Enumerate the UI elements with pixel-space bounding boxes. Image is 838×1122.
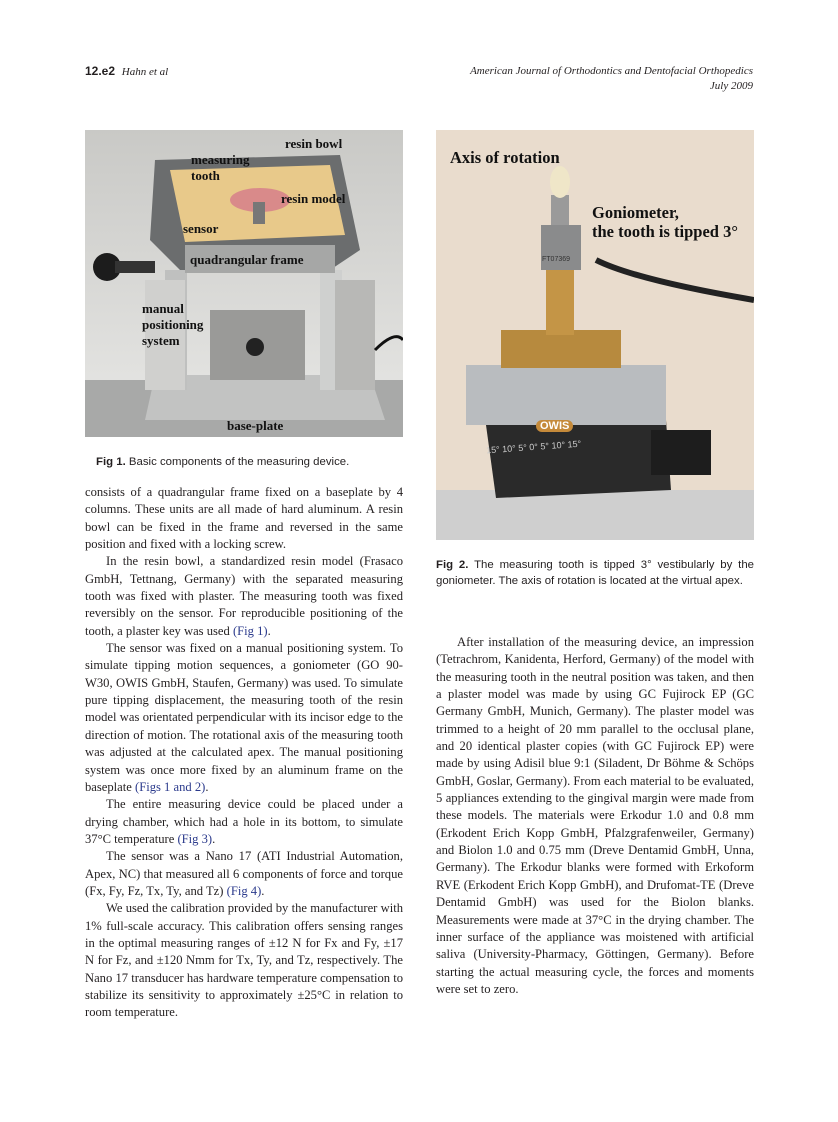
- issue-date: July 2009: [709, 80, 753, 92]
- figure-2-photo: [436, 130, 754, 540]
- figure-1-caption: [96, 455, 396, 471]
- paragraph: We used the calibration provided by the manufacturer with 1% full-scale accuracy. This calibration offers sensing ranges in the optimal measuring ranges of ±12 N for Fx and Fy, ±17 N for Fz, and ±120 Nmm for Tx, Ty, and Tz, respectively. The Nano 17 transducer has hardware temperature compensation to stabilize its sensitivity to approximately ±25°C in relation to room temperature.: [85, 901, 403, 1020]
- paragraph: In the resin bowl, a standardized resin model (Frasaco GmbH, Tettnang, Germany) with the separated measuring tooth was fixed with plaster. The measuring tooth was fixed reversibly on the sensor. For reproducible positioning of the tooth, a plaster key was used (Fig 1).: [85, 554, 403, 638]
- paragraph: consists of a quadrangular frame fixed on a baseplate by 4 columns. These units are all made of hard aluminum. A resin bowl can be fixed in the frame and reversed in the same position and fixed with a locking screw.: [85, 485, 403, 552]
- owis-logo: OWIS: [536, 420, 573, 432]
- figure-1-photo: [85, 130, 403, 437]
- label-quadrangular-frame: quadrangular frame: [190, 252, 304, 267]
- running-header-left: [85, 64, 168, 78]
- goniometer-photo: [436, 130, 754, 540]
- paragraph: After installation of the measuring device, an impression (Tetrachrom, Kanidenta, Herford, Germany) of the model with the measuring tooth in the neutral position was taken, and then a plaster model was made by using GC Fujirock EP (GC Germany GmbH, Munich, Germany). The plaster model was trimmed to a height of 20 mm parallel to the occlusal plane, and 20 identical plaster copies (with GC Fujirock EP) were made by using Adisil blue 9:1 (Siladent, Dr Böhme & Schöps GmbH, Goslar, Germany). From each material to be evaluated, 5 appliances extending to the gingival margin were made from these models. The materials were Erkodur 1.0 and 0.8 mm (Erkodent Erich Kopp GmbH, Pfalzgrafenweiler, Germany) and Biolon 1.0 and 0.75 mm (Dreve Dentamid GmbH, Unna, Germany). The Erkodur blanks were formed with Erkoform RVE (Erkodent Erich Kopp GmbH), and Drufomat-TE (Dreve Dentamid GmbH) was used for the Biolon blanks. Measurements were made at 37°C in the drying chamber. The inner surface of the appliance was moistened with artificial saliva (University-Pharmacy, Göttingen, Germany). Before starting the actual measuring cycle, the forces and moments were set to zero.: [436, 635, 754, 996]
- caption-label: Fig 2.: [436, 559, 469, 571]
- page-number: 12.e2: [85, 64, 116, 78]
- label-goniometer: Goniometer, the tooth is tipped 3°: [592, 203, 738, 241]
- figs-1-2-link[interactable]: (Figs 1 and 2): [135, 779, 206, 794]
- label-manual-positioning: manual positioning system: [142, 301, 204, 348]
- sensor-tag: FT07369: [542, 256, 571, 263]
- paragraph: The sensor was a Nano 17 (ATI Industrial Automation, Apex, NC) that measured all 6 components of force and torque (Fx, Fy, Fz, Tx, Ty, and Tz) (Fig 4).: [85, 849, 403, 898]
- angle-scale: 15° 10° 5° 0° 5° 10° 15°: [485, 438, 582, 456]
- label-axis-of-rotation: Axis of rotation: [450, 148, 560, 167]
- body-text-left: [85, 484, 403, 1022]
- body-text-right: [436, 634, 754, 998]
- caption-text: The measuring tooth is tipped 3° vestibularly by the goniometer. The axis of rotation is located at the virtual apex.: [436, 559, 755, 587]
- fig-1-link[interactable]: (Fig 1): [232, 623, 268, 638]
- label-resin-bowl: resin bowl: [285, 136, 343, 151]
- label-resin-model: resin model: [281, 191, 346, 206]
- label-base-plate: base-plate: [227, 418, 284, 433]
- paragraph: The sensor was fixed on a manual positioning system. To simulate tipping motion sequences, a goniometer (GO 90-W30, OWIS GmbH, Staufen, Germany) was used. To simulate pure tipping displacement, the measuring tooth of the resin model was orientated perpendicular with its incisor edge to the direction of motion. The rotational axis of the measuring tooth was adjusted at the calculated apex. The manual positioning system was once more fixed by an aluminum frame on the baseplate (Figs 1 and 2).: [85, 641, 403, 794]
- caption-text: Basic components of the measuring device.: [128, 456, 350, 468]
- running-header-right: [470, 64, 753, 94]
- fig-4-link[interactable]: (Fig 4): [226, 883, 262, 898]
- authors: Hahn et al: [121, 66, 169, 78]
- figure-2-caption: [436, 558, 754, 589]
- paragraph: The entire measuring device could be placed under a drying chamber, which had a hole in its bottom, to simulate 37°C temperature (Fig 3).: [85, 797, 403, 846]
- fig-3-link[interactable]: (Fig 3): [177, 831, 213, 846]
- caption-label: Fig 1.: [96, 456, 126, 468]
- label-sensor: sensor: [183, 221, 219, 236]
- label-measuring-tooth: measuring tooth: [191, 152, 250, 183]
- journal-title: American Journal of Orthodontics and Dentofacial Orthopedics: [470, 65, 753, 77]
